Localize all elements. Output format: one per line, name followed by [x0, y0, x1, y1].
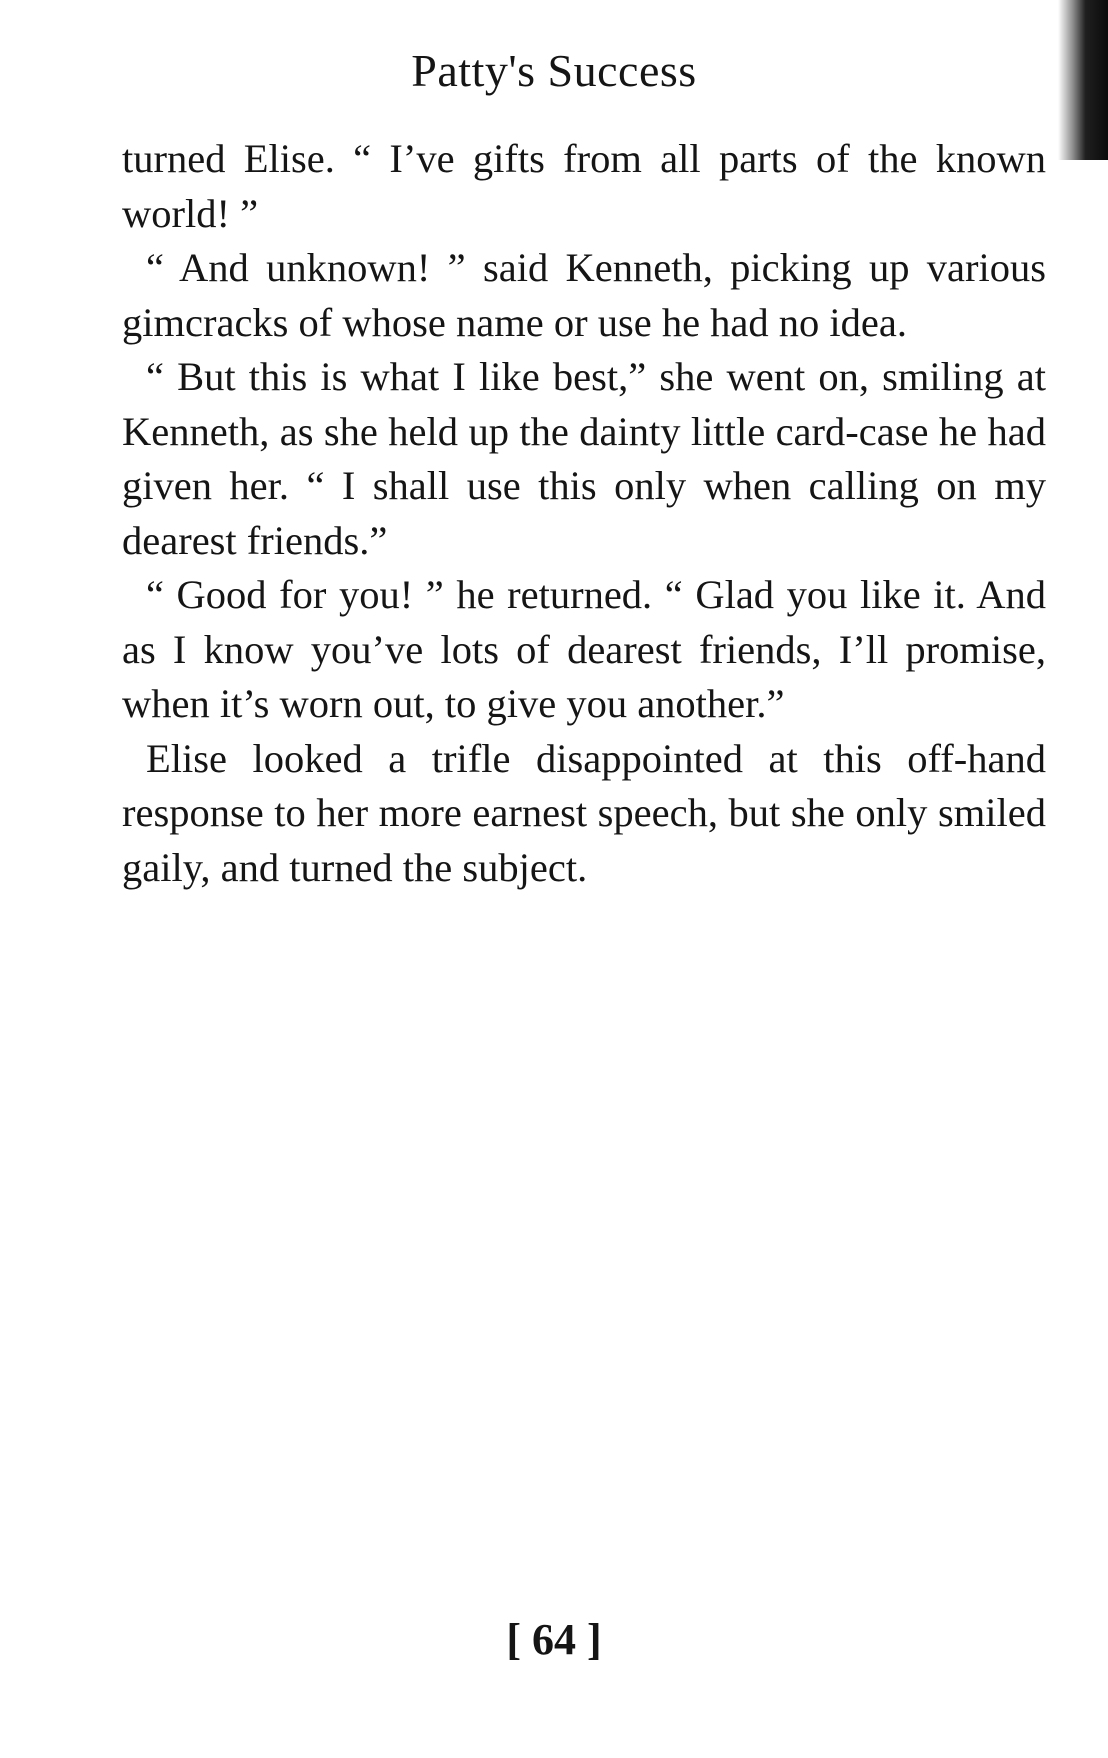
paragraph: “ Good for you! ” he returned. “ Glad you like it. And as I know you’ve lots of dearest friends, I’ll promise, when it’s worn out, to give you another.”: [122, 572, 1046, 726]
paragraph: “ And unknown! ” said Kenneth, picking up various gimcracks of whose name or use he had no idea.: [122, 245, 1046, 345]
body-text: [122, 132, 1046, 895]
paragraph: “ But this is what I like best,” she went on, smiling at Kenneth, as she held up the dainty little card-case he had given her. “ I shall use this only when calling on my dearest friends.”: [122, 354, 1046, 563]
paragraph: Elise looked a trifle disappointed at this off-hand response to her more earnest speech, but she only smiled gaily, and turned the subject.: [122, 735, 1046, 890]
running-head: Patty's Success: [411, 45, 697, 96]
paragraph: turned Elise. “ I’ve gifts from all parts of the known world! ”: [122, 136, 1046, 236]
page-number: [ 64 ]: [506, 1615, 602, 1664]
